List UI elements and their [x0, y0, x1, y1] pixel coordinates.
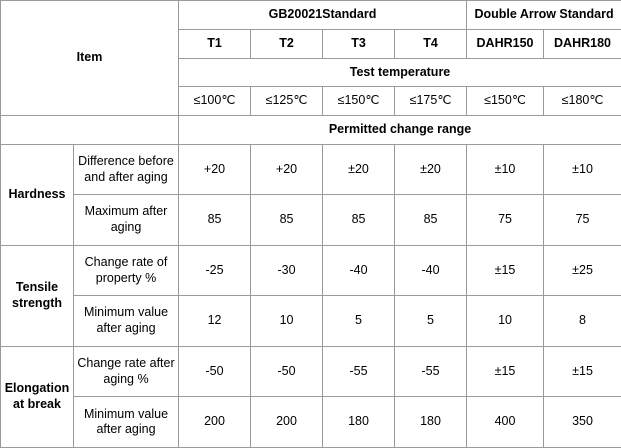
- cell-value: ±10: [544, 144, 621, 195]
- grade-header-t2: T2: [251, 29, 323, 58]
- cell-value: 85: [179, 195, 251, 246]
- header-row-standards: [1, 1, 621, 30]
- temperature-t3: ≤150℃: [323, 87, 395, 116]
- property-label: Maximum after aging: [74, 195, 179, 246]
- property-label: Difference before and after aging: [74, 144, 179, 195]
- table-row: [1, 144, 621, 195]
- test-temperature-label: Test temperature: [179, 58, 621, 87]
- cell-value: 180: [323, 397, 395, 448]
- permitted-change-range-spacer: [1, 116, 179, 145]
- property-label: Change rate after aging %: [74, 346, 179, 397]
- table-row: [1, 346, 621, 397]
- cell-value: ±10: [467, 144, 544, 195]
- cell-value: -40: [323, 245, 395, 296]
- grade-header-t4: T4: [395, 29, 467, 58]
- cell-value: +20: [251, 144, 323, 195]
- cell-value: ±15: [544, 346, 621, 397]
- cell-value: 85: [251, 195, 323, 246]
- section-label-hardness: Hardness: [1, 144, 74, 245]
- cell-value: 75: [544, 195, 621, 246]
- cell-value: -40: [395, 245, 467, 296]
- cell-value: 5: [323, 296, 395, 347]
- temperature-t2: ≤125℃: [251, 87, 323, 116]
- section-label-elongation-at-break: Elongation at break: [1, 346, 74, 447]
- cell-value: 10: [467, 296, 544, 347]
- table-row: [1, 245, 621, 296]
- standard-header-gb: GB20021Standard: [179, 1, 467, 30]
- cell-value: 10: [251, 296, 323, 347]
- cell-value: 75: [467, 195, 544, 246]
- property-label: Minimum value after aging: [74, 397, 179, 448]
- property-label: Minimum value after aging: [74, 296, 179, 347]
- cell-value: ±15: [467, 346, 544, 397]
- cell-value: ±20: [323, 144, 395, 195]
- cell-value: -25: [179, 245, 251, 296]
- cell-value: 200: [251, 397, 323, 448]
- cell-value: 350: [544, 397, 621, 448]
- permitted-change-range-label: Permitted change range: [179, 116, 621, 145]
- cell-value: 85: [323, 195, 395, 246]
- temperature-dahr150: ≤150℃: [467, 87, 544, 116]
- grade-header-dahr150: DAHR150: [467, 29, 544, 58]
- cell-value: ±20: [395, 144, 467, 195]
- cell-value: -50: [251, 346, 323, 397]
- temperature-dahr180: ≤180℃: [544, 87, 621, 116]
- cell-value: +20: [179, 144, 251, 195]
- table-row: [1, 397, 621, 448]
- cell-value: -55: [395, 346, 467, 397]
- cell-value: 200: [179, 397, 251, 448]
- table-row: [1, 195, 621, 246]
- cell-value: ±25: [544, 245, 621, 296]
- cell-value: 12: [179, 296, 251, 347]
- grade-header-dahr180: DAHR180: [544, 29, 621, 58]
- cell-value: 180: [395, 397, 467, 448]
- cell-value: ±15: [467, 245, 544, 296]
- cell-value: -55: [323, 346, 395, 397]
- cell-value: 8: [544, 296, 621, 347]
- grade-header-t1: T1: [179, 29, 251, 58]
- cell-value: -50: [179, 346, 251, 397]
- cell-value: 5: [395, 296, 467, 347]
- cell-value: 400: [467, 397, 544, 448]
- property-label: Change rate of property %: [74, 245, 179, 296]
- temperature-t4: ≤175℃: [395, 87, 467, 116]
- grade-header-t3: T3: [323, 29, 395, 58]
- section-label-tensile-strength: Tensile strength: [1, 245, 74, 346]
- table-row: [1, 296, 621, 347]
- header-row-permitted-change-range: [1, 116, 621, 145]
- standard-header-double-arrow: Double Arrow Standard: [467, 1, 621, 30]
- temperature-t1: ≤100℃: [179, 87, 251, 116]
- cell-value: 85: [395, 195, 467, 246]
- cell-value: -30: [251, 245, 323, 296]
- item-header-cell: Item: [1, 1, 179, 116]
